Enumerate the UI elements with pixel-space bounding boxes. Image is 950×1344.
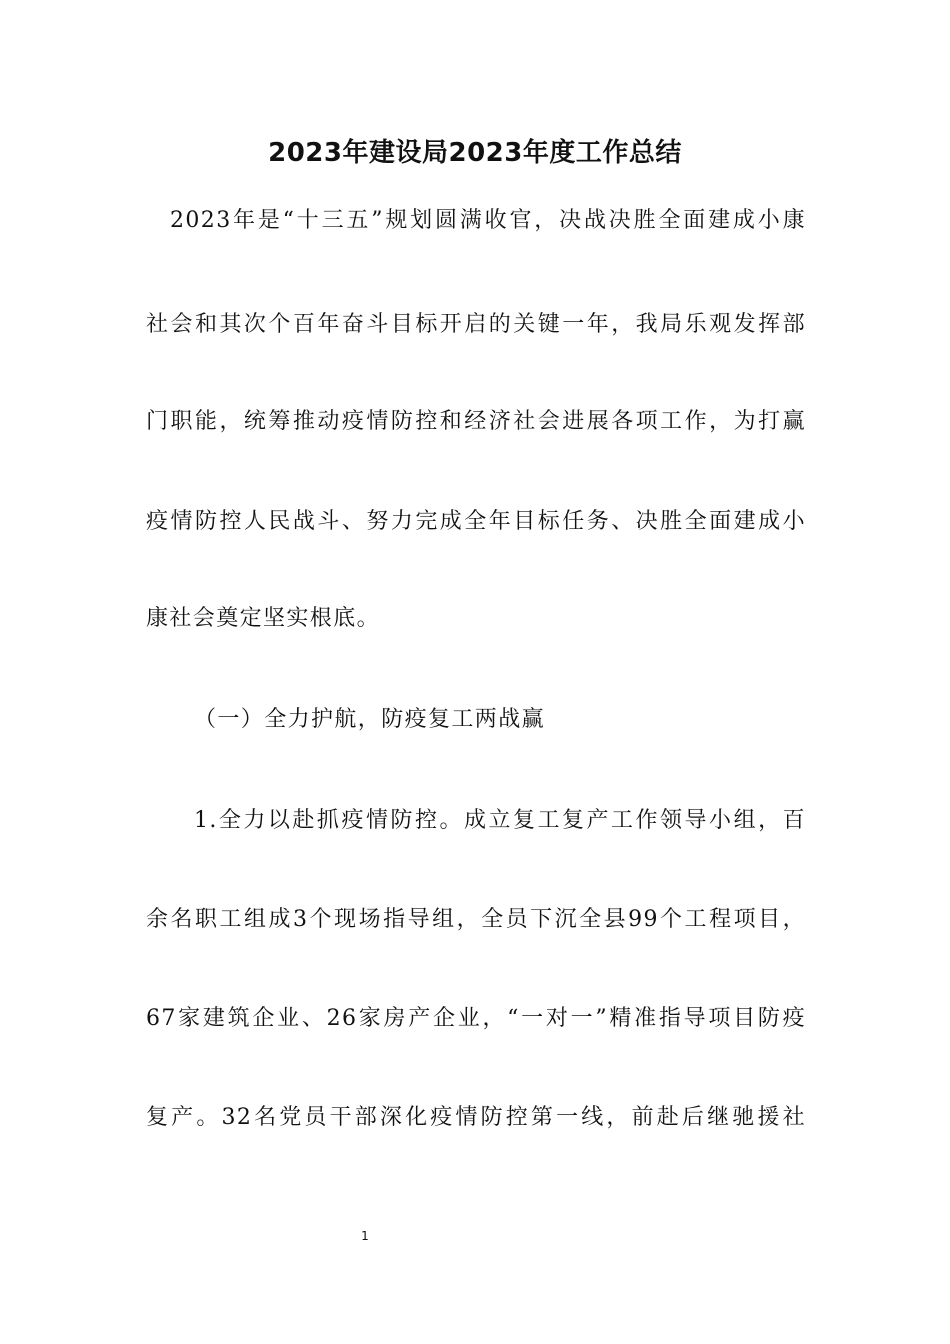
paragraph-line: 疫情防控人民战斗、努力完成全年目标任务、决胜全面建成小 <box>146 509 806 534</box>
paragraph-line: 社会和其次个百年奋斗目标开启的关键一年，我局乐观发挥部 <box>146 312 806 337</box>
paragraph-line: 康社会奠定坚实根底。 <box>146 606 381 631</box>
page-number: 1 <box>361 1229 369 1243</box>
paragraph-line: 复产。32名党员干部深化疫情防控第一线，前赴后继驰援社 <box>146 1105 806 1130</box>
paragraph-line: 2023年是“十三五”规划圆满收官，决战决胜全面建成小康 <box>170 208 806 233</box>
paragraph-line: 1.全力以赴抓疫情防控。成立复工复产工作领导小组，百 <box>194 808 806 833</box>
paragraph-line: 67家建筑企业、26家房产企业，“一对一”精准指导项目防疫 <box>146 1006 806 1031</box>
document-title: 2023年建设局2023年度工作总结 <box>268 138 682 168</box>
section-heading: （一）全力护航，防疫复工两战赢 <box>194 707 546 732</box>
paragraph-line: 门职能，统筹推动疫情防控和经济社会进展各项工作，为打赢 <box>146 409 806 434</box>
paragraph-line: 余名职工组成3个现场指导组，全员下沉全县99个工程项目， <box>146 907 806 932</box>
